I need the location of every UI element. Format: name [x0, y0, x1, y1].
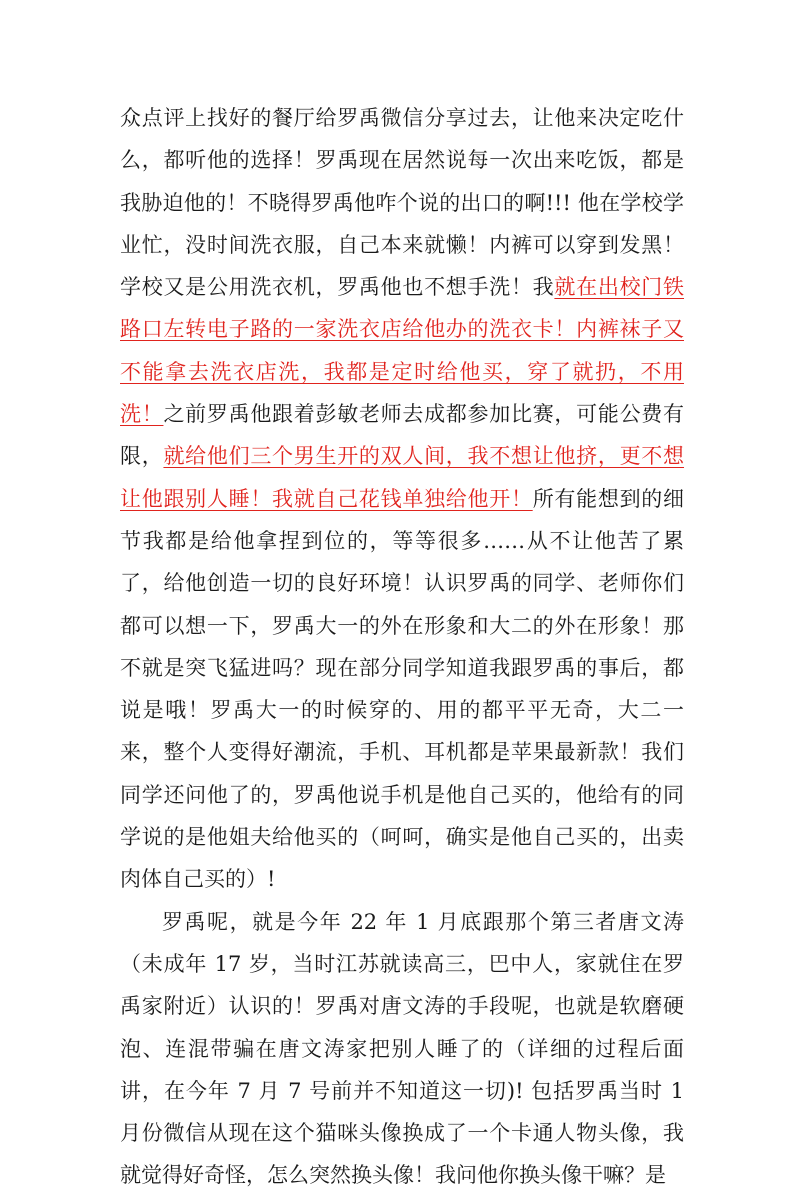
highlighted-text-run: 就在出校门铁路口左转电子路的一家洗衣店给他办的洗衣卡！内裤袜子又不能拿去洗衣店洗，我都是定时给他买，穿了就扔，不用洗！ — [120, 275, 685, 427]
paragraph-2: 罗禹呢，就是今年 22 年 1 月底跟那个第三者唐文涛（未成年 17 岁，当时江苏就读高三，巴中人，家就住在罗禹家附近）认识的！罗禹对唐文涛的手段呢，也就是软磨硬泡、连混带骗在唐文涛家把别人睡了的（详细的过程后面讲，在今年 7 月 7 号前并不知道这一切)! 包括罗禹当时 1 月份微信从现在这个猫咪头像换成了一个卡通人物头像，我就觉得好奇怪，怎么突然换头像！我问他你换头像干嘛？是 — [120, 909, 684, 1188]
text-run: 之前罗禹他跟着彭敏老师去成都参加比赛，可能公费有限， — [120, 402, 685, 469]
highlighted-text-run: 就给他们三个男生开的双人间，我不想让他挤，更不想让他跟别人睡！我就自己花钱单独给他开！ — [120, 444, 685, 511]
body-text — [120, 97, 684, 1197]
text-run: 众点评上找好的餐厅给罗禹微信分享过去，让他来决定吃什么，都听他的选择！罗禹现在居然说每一次出来吃饭，都是我胁迫他的！不晓得罗禹他咋个说的出口的啊!!! 他在学校学业忙，没时间洗衣服，自己本来就懒！内裤可以穿到发黑！学校又是公用洗衣机，罗禹他也不想手洗！我 — [120, 106, 684, 300]
paragraph-1 — [120, 97, 684, 901]
text-run: 所有能想到的细节我都是给他拿捏到位的，等等很多……从不让他苦了累了，给他创造一切的良好环境！认识罗禹的同学、老师你们都可以想一下，罗禹大一的外在形象和大二的外在形象！那不就是突飞猛进吗？现在部分同学知道我跟罗禹的事后，都说是哦！罗禹大一的时候穿的、用的都平平无奇，大二一来，整个人变得好潮流，手机、耳机都是苹果最新款！我们同学还问他了的，罗禹他说手机是他自己买的，他给有的同学说的是他姐夫给他买的（呵呵，确实是他自己买的，出卖肉体自己买的）! — [120, 486, 685, 892]
